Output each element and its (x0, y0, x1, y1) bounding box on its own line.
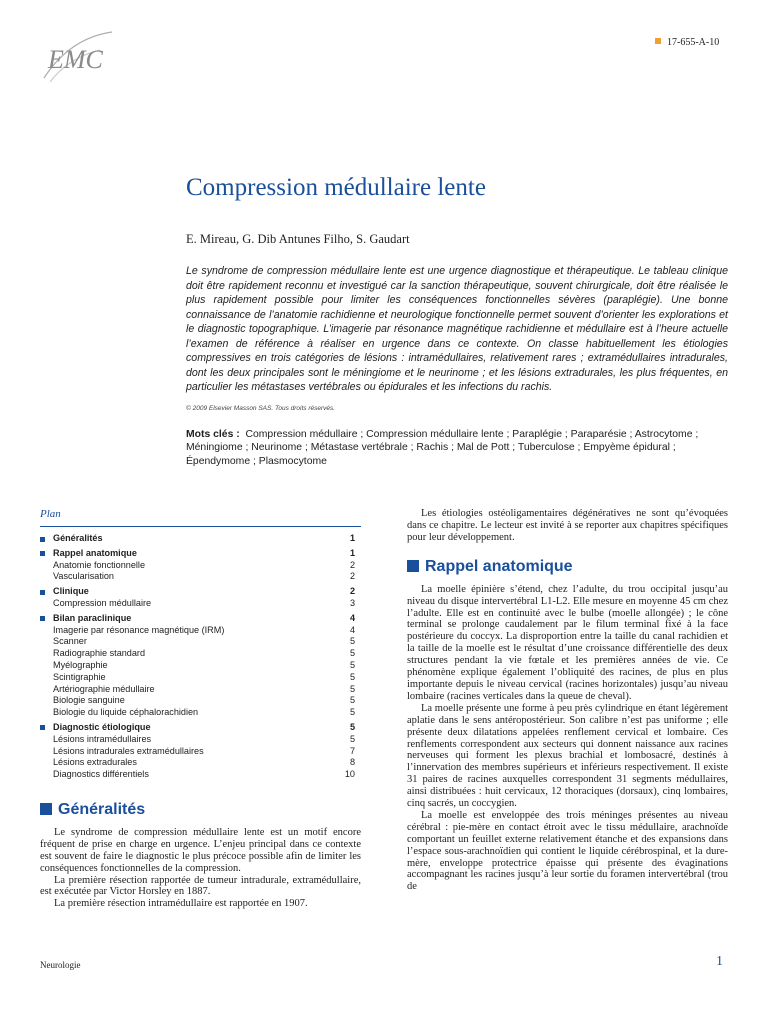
left-column (40, 508, 361, 910)
plan-item[interactable] (40, 571, 361, 583)
plan-item[interactable] (40, 636, 361, 648)
plan-item-label: Biologie sanguine (53, 695, 125, 706)
plan-item-label: Diagnostic étiologique (53, 721, 151, 732)
article-authors: E. Mireau, G. Dib Antunes Filho, S. Gaudart (186, 232, 410, 246)
plan-item-label: Lésions intradurales extramédullaires (53, 745, 204, 756)
plan-item-page: 1 (349, 547, 355, 558)
plan-item-label: Diagnostics différentiels (53, 769, 149, 780)
plan-divider (40, 526, 361, 527)
section-heading-rappel-anatomique (407, 558, 728, 576)
plan-item-label: Bilan paraclinique (53, 612, 132, 623)
plan-item-page: 8 (349, 757, 355, 768)
plan-item-page: 7 (349, 745, 355, 756)
plan-item-page: 1 (349, 533, 355, 543)
plan-item-page: 4 (349, 612, 355, 623)
plan-item-page: 5 (349, 733, 355, 744)
plan-item-label: Anatomie fonctionnelle (53, 559, 146, 570)
plan-bullet-icon (40, 537, 45, 542)
copyright-notice: © 2009 Elsevier Masson SAS. Tous droits réservés. (186, 405, 336, 412)
plan-item[interactable] (40, 722, 361, 734)
plan-item-page: 5 (349, 671, 355, 682)
plan-item[interactable] (40, 695, 361, 707)
reference-number: 17-655-A-10 (667, 37, 720, 48)
plan-bullet-icon (40, 616, 45, 621)
section-square-icon (407, 560, 419, 572)
plan-item-label: Lésions intramédullaires (53, 733, 152, 744)
paragraph: La première résection rapportée de tumeur intradurale, extramédullaire, est exécutée par Victor Horsley en 1887. (40, 874, 361, 898)
article-title: Compression médullaire lente (186, 174, 486, 201)
emc-logo-text: EMC (48, 45, 103, 74)
plan-item-page: 2 (349, 559, 355, 570)
keywords-label: Mots clés : (186, 429, 240, 440)
plan-item-label: Vascularisation (53, 571, 114, 582)
plan-item-label: Biologie du liquide céphalorachidien (53, 707, 199, 718)
keywords (186, 428, 706, 468)
plan-item-page: 5 (349, 721, 355, 732)
plan-item[interactable] (40, 625, 361, 637)
plan-item-page: 5 (349, 648, 355, 659)
section-heading-generalites (40, 801, 361, 819)
plan-item[interactable] (40, 586, 361, 598)
plan-item[interactable] (40, 684, 361, 696)
paragraph: La moelle épinière s’étend, chez l’adulte, du trou occipital jusqu’au niveau du disque intervertébral L1-L2. Elle mesure en moyenne 45 cm chez l’adulte. Elle est en continuité avec le bulbe (moelle allongée) ; le cône terminal se prolonge caudalement par le filum terminal fixé à la face postérieure du coccyx. La disproportion entre la taille du canal rachidien et la taille de la moelle est le résultat d’une croissance différentielle des deux structures pendant la vie fœtale et les premières années de vie. Ce phénomène explique également l’obliquité des racines, de plus en plus importante depuis le niveau cervical (racines horizontales) jusqu’au niveau lombaire (racines verticales dans la queue de cheval). (407, 583, 728, 702)
emc-logo-graphic (40, 28, 120, 88)
plan-item[interactable] (40, 660, 361, 672)
section-heading-label: Rappel anatomique (425, 557, 573, 575)
plan-item-page: 2 (349, 586, 355, 597)
plan-item[interactable] (40, 548, 361, 560)
plan-item-page: 5 (349, 659, 355, 670)
paragraph: La moelle présente une forme à peu près cylindrique en étant légèrement aplatie dans le sens antéropostérieur. Son calibre n’est pas uniforme ; elle présente deux dilatations appelées renflement cervical et lombaire. Ces renflements correspondent aux secteurs qui donnent naissance aux racines nerveuses qui forment les plexus brachial et lombosacré, destinés à l’innervation des membres supérieurs et inférieurs respectivement. Il existe 31 paires de racines auxquelles correspondent 31 segments médullaires, ainsi distribuées : huit cervicaux, 12 thoraciques (dorsaux), cinq lombaires, cinq sacrés, un coccygien. (407, 702, 728, 810)
plan-item[interactable] (40, 648, 361, 660)
intro-paragraph: Les étiologies ostéoligamentaires dégénératives ne sont qu’évoquées dans ce chapitre. Le lecteur est invité à se reporter aux chapitres spécifiques pour leur développement. (407, 508, 728, 543)
plan-item-page: 2 (349, 571, 355, 582)
plan-item-page: 5 (349, 683, 355, 694)
plan-item-label: Myélographie (53, 659, 108, 670)
article-abstract: Le syndrome de compression médullaire lente est une urgence diagnostique et thérapeutique. Le tableau clinique doit être rapidement reconnu et investigué car la sanction thérapeutique, souvent chirurgicale, doit être réalisée le plus rapidement possible pour limiter les conséquences fonctionnelles sévères (paraplégie). Une bonne connaissance de l’anatomie rachidienne et neurologique fonctionnelle permet souvent d’orienter les explorations et le diagnostic topographique. L’imagerie par résonance magnétique rachidienne et médullaire est à l’heure actuelle l’examen de référence à réaliser en urgence dans ce contexte. On classe habituellement les étiologies compressives en trois catégories de lésions : intramédullaires, relativement rares ; extramédullaires intradurales, dont les deux principales sont le méningiome et le neurinome ; et les lésions extradurales, les plus fréquentes, en particulier les métastases vertébrales ou épidurales et les infections du rachis. (186, 265, 728, 393)
keywords-list: Compression médullaire ; Compression médullaire lente ; Paraplégie ; Paraparésie ; Astrocytome ; Méningiome ; Neurinome ; Métastase vertébrale ; Rachis ; Mal de Pott ; Tuberculose ; Empyème épidural ; Épendymome ; Plasmocytome (186, 429, 699, 467)
paragraph: La moelle est enveloppée des trois méninges présentes au niveau cérébral : pie-mère en contact étroit avec le tissu médullaire, arachnoïde comportant un feuillet externe relativement étanche et des expansions dans l’espace sous-arachnoïdien qui contient le liquide cérébrospinal, et la dure-mère, enveloppe protectrice épaisse qui présente des évaginations accompagnant les racines jusqu’à leur sortie du foramen intervertébral (trou de (407, 809, 728, 893)
reference-square-icon (655, 38, 661, 44)
plan-item[interactable] (40, 734, 361, 746)
paragraph: Le syndrome de compression médullaire lente est un motif encore fréquent de prise en charge en urgence. L’enjeu principal dans ce contexte est souvent de faire le diagnostic le plus précoce possible afin de limiter les conséquences fonctionnelles de la compression. (40, 826, 361, 874)
plan-item[interactable] (40, 746, 361, 758)
plan-item-page: 3 (349, 597, 355, 608)
plan-item[interactable] (40, 707, 361, 719)
plan-item-page: 4 (349, 624, 355, 635)
plan-bullet-icon (40, 590, 45, 595)
plan-item-label: Imagerie par résonance magnétique (IRM) (53, 624, 225, 635)
plan-item[interactable] (40, 560, 361, 572)
section-heading-label: Généralités (58, 800, 146, 818)
plan-item-label: Scintigraphie (53, 671, 106, 682)
plan-item-page: 5 (349, 636, 355, 647)
right-column (407, 508, 728, 893)
plan-bullet-icon (40, 725, 45, 730)
section-square-icon (40, 803, 52, 815)
plan-item-label: Artériographie médullaire (53, 683, 155, 694)
plan-item-label: Scanner (53, 636, 87, 647)
plan-box (40, 508, 361, 781)
plan-item-label: Rappel anatomique (53, 547, 137, 558)
paragraph: La première résection intramédullaire est rapportée en 1907. (54, 898, 308, 910)
page-number: 1 (716, 954, 723, 969)
footer-journal: Neurologie (40, 960, 81, 970)
plan-item-page: 5 (349, 695, 355, 706)
article-reference (655, 37, 719, 48)
plan-item[interactable] (40, 757, 361, 769)
plan-item-label: Compression médullaire (53, 597, 152, 608)
plan-item-label: Radiographie standard (53, 648, 146, 659)
plan-item[interactable] (40, 672, 361, 684)
plan-item[interactable] (40, 769, 361, 781)
plan-list (40, 533, 361, 781)
plan-item-label: Généralités (53, 533, 103, 543)
plan-item-page: 5 (349, 707, 355, 718)
plan-bullet-icon (40, 551, 45, 556)
plan-item[interactable] (40, 613, 361, 625)
plan-item-label: Clinique (53, 586, 89, 597)
plan-heading: Plan (40, 508, 61, 520)
plan-item[interactable] (40, 533, 361, 545)
plan-item[interactable] (40, 598, 361, 610)
plan-item-page: 10 (344, 769, 355, 780)
emc-logo (40, 28, 120, 88)
plan-item-label: Lésions extradurales (53, 757, 137, 768)
